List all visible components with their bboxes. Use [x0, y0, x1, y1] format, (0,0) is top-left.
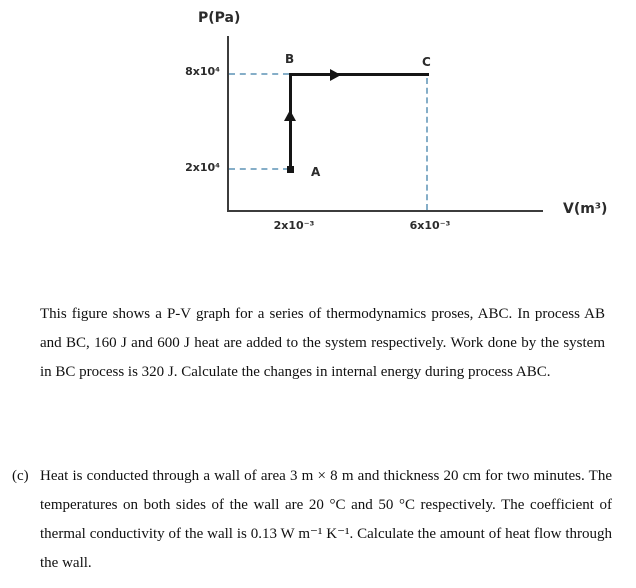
- y-axis-title: P(Pa): [198, 10, 241, 26]
- point-a-label: A: [311, 165, 321, 179]
- point-b-label: B: [285, 52, 295, 66]
- dashed-guide-pressure-8e4: [229, 73, 289, 75]
- process-ab-line: [289, 74, 292, 171]
- y-tick-2e4: 2x10⁴: [185, 161, 220, 174]
- y-tick-8e4: 8x10⁴: [185, 65, 220, 78]
- process-bc-line: [289, 73, 429, 76]
- x-tick-6e-3: 6x10⁻³: [409, 219, 451, 232]
- point-a-marker: [287, 166, 294, 173]
- problem-c-label: (c): [12, 468, 29, 484]
- problem-c-text: Heat is conducted through a wall of area 3 m × 8 m and thickness 20 cm for two minutes. The temperatures on both sides of the wall are 20 °C and 50 °C respectively. The coefficient of thermal conductivity of the wall is 0.13 W m⁻¹ K⁻¹. Calculate the amount of heat flow through the wall.: [40, 468, 612, 571]
- dashed-guide-pressure-2e4: [229, 168, 289, 170]
- point-c-label: C: [422, 55, 431, 69]
- process-ab-arrow-icon: [284, 110, 296, 121]
- x-axis-title: V(m³): [563, 201, 608, 217]
- x-tick-2e-3: 2x10⁻³: [273, 219, 315, 232]
- problem-b-text: This figure shows a P-V graph for a series of thermodynamics proses, ABC. In process AB and BC, 160 J and 600 J heat are added to the system respectively. Work done by the system in BC process is 320 J. Calculate the changes in internal energy during process ABC.: [40, 306, 605, 380]
- dashed-guide-volume-c: [426, 78, 428, 210]
- x-axis-line: [227, 210, 543, 212]
- process-bc-arrow-icon: [330, 69, 341, 81]
- y-axis-line: [227, 36, 229, 212]
